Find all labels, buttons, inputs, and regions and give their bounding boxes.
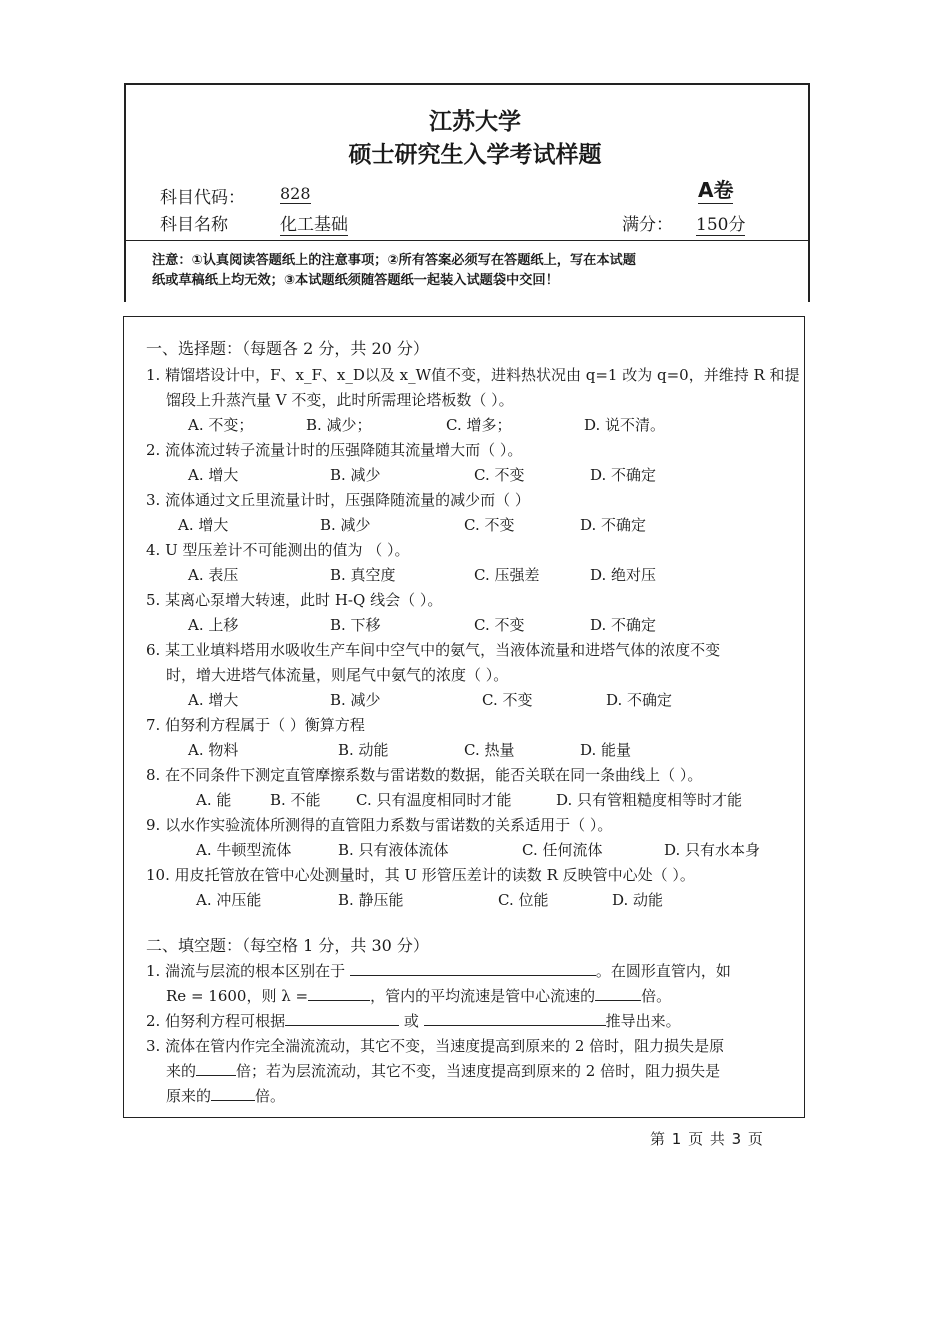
- option-a: A. 冲压能: [196, 891, 262, 909]
- question-text-cont: ，管内的平均流速是管中心流速的: [370, 987, 596, 1005]
- option-d: D. 不确定: [580, 516, 647, 534]
- question-text-or: 或: [403, 1012, 419, 1030]
- question-text-cont: 。在圆形直管内，如: [595, 962, 731, 980]
- university-name: 江苏大学: [429, 109, 521, 135]
- answer-blank: [211, 1086, 255, 1101]
- option-c: C. 不变: [464, 516, 515, 534]
- option-c: C. 压强差: [474, 566, 540, 584]
- option-c: C. 任何流体: [522, 841, 603, 859]
- option-a: A. 能: [196, 791, 232, 809]
- subject-code-value: 828: [280, 184, 311, 203]
- option-b: B. 减少: [330, 691, 381, 709]
- option-c: C. 不变: [474, 616, 525, 634]
- question-text: 5. 某离心泵增大转速，此时 H-Q 线会（ ）。: [146, 591, 443, 609]
- option-d: D. 绝对压: [590, 566, 657, 584]
- question-text-cont: 倍；若为层流流动，其它不变，当速度提高到原来的 2 倍时，阻力损失是: [236, 1062, 721, 1080]
- question-text: 3. 流体通过文丘里流量计时，压强降随流量的减少而（ ）: [146, 491, 530, 509]
- option-a: A. 增大: [188, 691, 239, 709]
- option-a: A. 不变；: [188, 416, 254, 434]
- question-text-end: 倍。: [641, 987, 672, 1005]
- answer-blank: [424, 1011, 606, 1026]
- question-text: 2. 流体流过转子流量计时的压强降随其流量增大而（ ）。: [146, 441, 523, 459]
- option-b: B. 动能: [338, 741, 389, 759]
- option-d: D. 动能: [612, 891, 664, 909]
- full-score-label: 满分：: [622, 215, 673, 235]
- answer-blank: [350, 961, 596, 976]
- option-b: B. 减少: [320, 516, 371, 534]
- option-d: D. 不确定: [590, 466, 657, 484]
- question-text: 9. 以水作实验流体所测得的直管阻力系数与雷诺数的关系适用于（ ）。: [146, 816, 613, 834]
- option-d: D. 只有水本身: [664, 841, 761, 859]
- question-text: Re = 1600，则 λ =: [166, 987, 309, 1005]
- option-c: C. 不变: [482, 691, 533, 709]
- question-text: 4. U 型压差计不可能测出的值为 （ ）。: [146, 541, 410, 559]
- exam-title: 硕士研究生入学考试样题: [348, 142, 602, 168]
- option-c: C. 只有温度相同时才能: [356, 791, 512, 809]
- option-a: A. 增大: [178, 516, 229, 534]
- question-text-end: 推导出来。: [605, 1012, 681, 1030]
- section1-title: 一、选择题：（每题各 2 分，共 20 分）: [146, 339, 429, 358]
- option-d: D. 不确定: [606, 691, 673, 709]
- fill-question-1: [146, 961, 731, 981]
- option-d: D. 说不清。: [584, 416, 666, 434]
- option-d: D. 不确定: [590, 616, 657, 634]
- option-d: D. 只有管粗糙度相等时才能: [556, 791, 743, 809]
- option-a: A. 牛顿型流体: [196, 841, 292, 859]
- question-text: 10. 用皮托管放在管中心处测量时，其 U 形管压差计的读数 R 反映管中心处（ ）。: [146, 866, 695, 884]
- option-b: B. 不能: [270, 791, 321, 809]
- question-text: 2. 伯努利方程可根据: [146, 1012, 286, 1030]
- option-c: C. 增多；: [446, 416, 512, 434]
- subject-name-label: 科目名称: [160, 215, 228, 235]
- fill-question-3-cont: [166, 1061, 720, 1081]
- question-text: 7. 伯努利方程属于（ ）衡算方程: [146, 716, 365, 734]
- question-text-end: 倍。: [255, 1087, 286, 1105]
- question-text: 来的: [166, 1062, 197, 1080]
- question-text-cont: 时，增大进塔气体流量，则尾气中氨气的浓度（ ）。: [166, 666, 509, 684]
- option-b: B. 下移: [330, 616, 381, 634]
- answer-blank: [196, 1061, 236, 1076]
- answer-blank: [285, 1011, 399, 1026]
- question-text: 原来的: [166, 1087, 212, 1105]
- option-d: D. 能量: [580, 741, 632, 759]
- option-c: C. 不变: [474, 466, 525, 484]
- answer-blank: [595, 986, 641, 1001]
- notice-line-1: 注意：①认真阅读答题纸上的注意事项；②所有答案必须写在答题纸上，写在本试题: [152, 253, 636, 268]
- option-b: B. 减少: [330, 466, 381, 484]
- option-c: C. 热量: [464, 741, 515, 759]
- header-divider: [124, 240, 808, 241]
- option-b: B. 真空度: [330, 566, 396, 584]
- option-a: A. 物料: [188, 741, 239, 759]
- subject-name-value: 化工基础: [280, 210, 348, 236]
- paper-version: A卷: [698, 174, 733, 204]
- notice-line-2: 纸或草稿纸上均无效；③本试题纸须随答题纸一起装入试题袋中交回！: [152, 273, 559, 288]
- option-a: A. 增大: [188, 466, 239, 484]
- page-number: 第 1 页 共 3 页: [650, 1130, 763, 1148]
- question-text: 1. 湍流与层流的根本区别在于: [146, 962, 346, 980]
- question-text: 8. 在不同条件下测定直管摩擦系数与雷诺数的数据，能否关联在同一条曲线上（ ）。: [146, 766, 703, 784]
- full-score-value: 150分: [696, 210, 745, 236]
- fill-question-1-cont: [166, 986, 671, 1006]
- fill-question-3: 3. 流体在管内作完全湍流流动，其它不变，当速度提高到原来的 2 倍时，阻力损失是原: [146, 1037, 725, 1055]
- option-c: C. 位能: [498, 891, 549, 909]
- option-b: B. 静压能: [338, 891, 404, 909]
- option-a: A. 上移: [188, 616, 239, 634]
- question-text: 6. 某工业填料塔用水吸收生产车间中空气中的氨气，当液体流量和进塔气体的浓度不变: [146, 641, 721, 659]
- question-text-cont: 馏段上升蒸汽量 V 不变，此时所需理论塔板数（ ）。: [166, 391, 514, 409]
- subject-code-label: 科目代码：: [160, 188, 245, 208]
- section2-title: 二、填空题：（每空格 1 分，共 30 分）: [146, 936, 429, 955]
- fill-question-3-end: [166, 1086, 285, 1106]
- option-b: B. 减少；: [306, 416, 372, 434]
- fill-question-2: [146, 1011, 681, 1031]
- option-a: A. 表压: [188, 566, 239, 584]
- option-b: B. 只有液体流体: [338, 841, 449, 859]
- answer-blank: [308, 986, 370, 1001]
- question-text: 1. 精馏塔设计中，F、x_F、x_D以及 x_W值不变，进料热状况由 q=1 改为 q=0，并维持 R 和提: [146, 366, 800, 384]
